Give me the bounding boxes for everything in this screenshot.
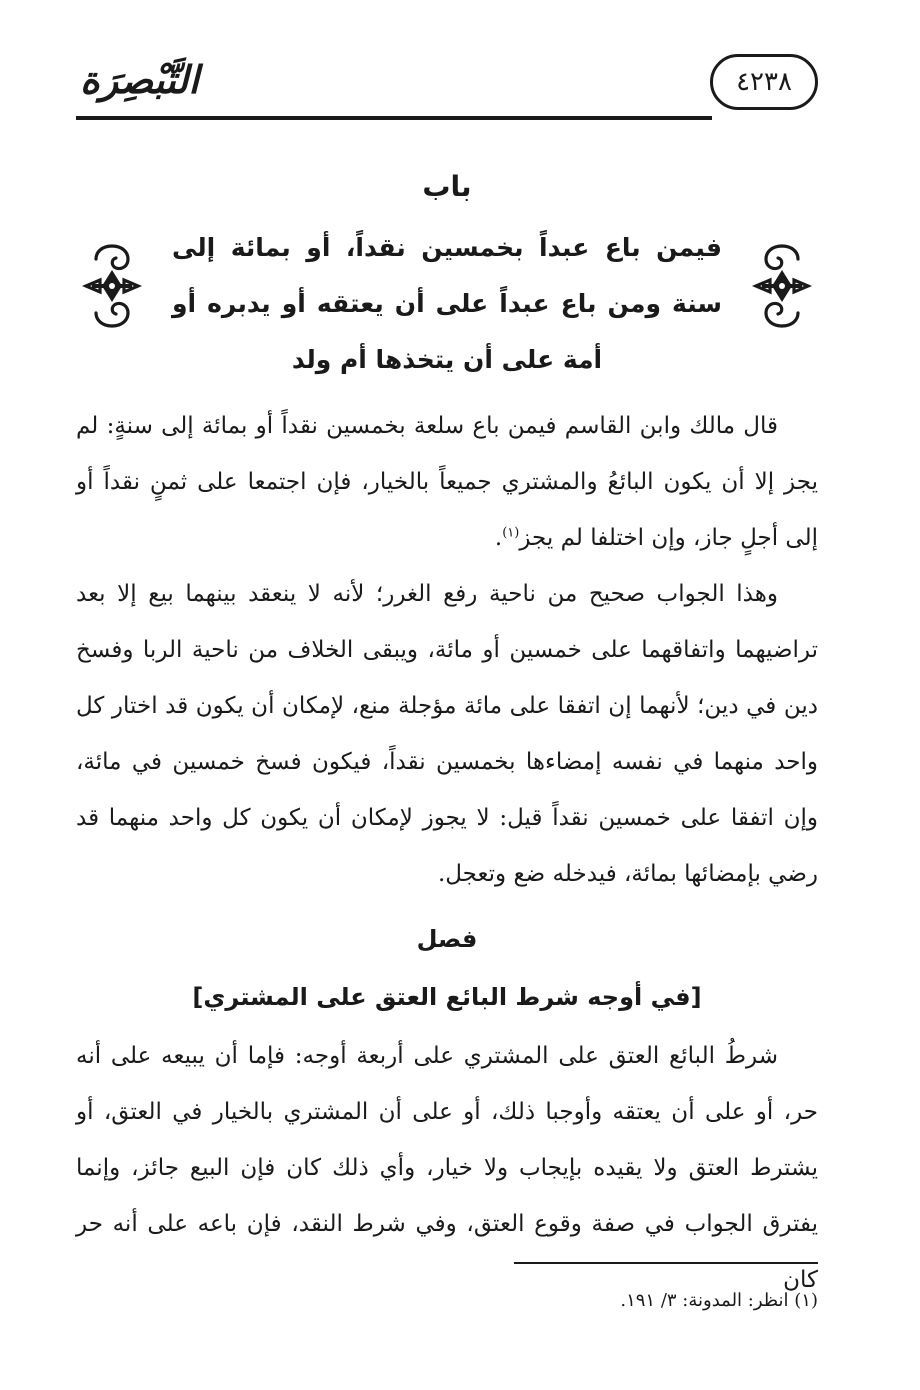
footnote-rule bbox=[514, 1262, 818, 1264]
book-title: التَّبْصِرَة bbox=[80, 58, 199, 102]
paragraph-1-text: قال مالك وابن القاسم فيمن باع سلعة بخمسين نقداً أو بمائة إلى سنةٍ: لم يجز إلا أن يكون البائعُ والمشتري جميعاً بالخيار، فإن اجتمعا على ثمنٍ نقداً أو إلى أجلٍ جاز، وإن اختلفا لم يجز bbox=[76, 413, 818, 551]
chapter-title-wrap bbox=[76, 220, 818, 388]
header-rule bbox=[76, 116, 712, 120]
chapter-title: فيمن باع عبداً بخمسين نقداً، أو بمائة إلى سنة ومن باع عبداً على أن يعتقه أو يدبره أو أمة على أن يتخذها أم ولد bbox=[172, 233, 722, 374]
floral-ornament-icon bbox=[80, 240, 144, 332]
paragraph-1 bbox=[76, 398, 818, 566]
chapter-label: باب bbox=[422, 170, 472, 203]
paragraph-3 bbox=[76, 1028, 818, 1308]
footnote: (١) انظر: المدونة: ٣/ ١٩١. bbox=[620, 1290, 818, 1311]
paragraph-3-text: شرطُ البائع العتق على المشتري على أربعة أوجه: فإما أن يبيعه على أنه حر، أو على أن يعتقه وأوجبا ذلك، أو على أن المشتري بالخيار في العتق، أو يشترط العتق ولا يقيده بإيجاب ولا خيار، وأي ذلك كان فإن البيع جائز، وإنما يفترق الجواب في صفة وقوع العتق، وفي شرط النقد، فإن باعه على أنه حر كان bbox=[76, 1043, 818, 1293]
chapter-block bbox=[76, 160, 818, 388]
footnote-reference[interactable]: (١) bbox=[502, 525, 520, 541]
section-label: فصل bbox=[416, 925, 478, 953]
floral-ornament-icon bbox=[750, 240, 814, 332]
paragraph-2 bbox=[76, 566, 818, 902]
page-number: ٤٢٣٨ bbox=[736, 67, 792, 97]
paragraph-1-end: . bbox=[494, 525, 503, 551]
page-header bbox=[76, 52, 818, 124]
paragraph-2-text: وهذا الجواب صحيح من ناحية رفع الغرر؛ لأنه لا ينعقد بينهما بيع إلا بعد تراضيهما واتفاقهما على خمسين أو مائة، ويبقى الخلاف من ناحية الربا وفسخ دين في دين؛ لأنهما إن اتفقا على مائة مؤجلة منع، لإمكان أن يكون قد اختار كل واحد منهما في نفسه إمضاءها بخمسين نقداً، فيكون فسخ خمسين في مائة، وإن اتفقا على خمسين نقداً قيل: لا يجوز لإمكان أن يكون كل واحد منهما قد رضي بإمضائها بمائة، فيدخله ضع وتعجل. bbox=[76, 581, 818, 887]
page-number-frame bbox=[710, 54, 818, 110]
section-subtitle: [في أوجه شرط البائع العتق على المشتري] bbox=[192, 983, 702, 1011]
